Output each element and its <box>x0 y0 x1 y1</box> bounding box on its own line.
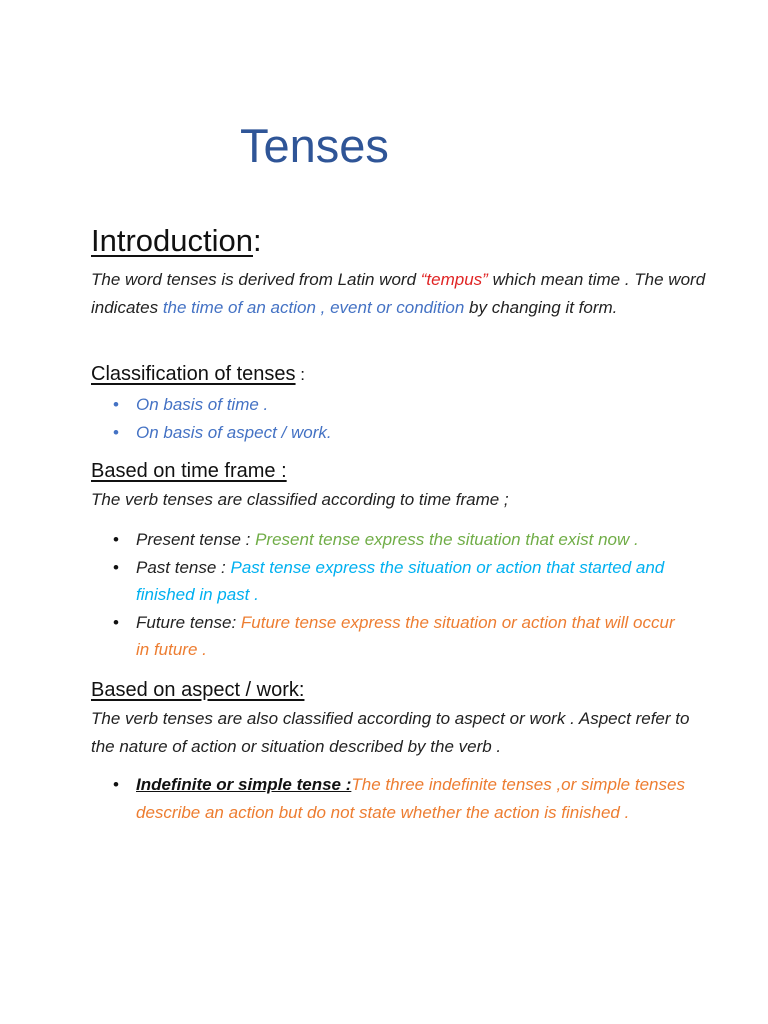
list-item <box>91 419 691 447</box>
aspect-heading-text: Based on aspect / work: <box>91 679 305 701</box>
list-item-text: The three indefinite tenses ,or simple tenses describe an action but do not state whether the action is finished . <box>136 775 685 822</box>
intro-text-5: by changing it form. <box>464 297 618 317</box>
introduction-paragraph <box>91 266 711 321</box>
time-frame-list <box>91 526 691 664</box>
introduction-heading-colon: : <box>253 223 262 258</box>
list-item-text: Future tense express the situation or action that will occur in future . <box>136 612 675 659</box>
classification-heading-text: Classification of tenses <box>91 363 296 385</box>
time-frame-paragraph: The verb tenses are classified according to time frame ; <box>91 490 509 509</box>
aspect-list <box>91 771 691 826</box>
classification-list <box>91 391 691 446</box>
classification-heading <box>91 362 305 386</box>
list-item-label: Past tense : <box>136 557 231 577</box>
introduction-heading-text: Introduction <box>91 223 253 258</box>
list-item-label: Future tense: <box>136 612 241 632</box>
aspect-heading <box>91 678 304 702</box>
intro-highlight: the time of an action , event or condition <box>162 297 465 317</box>
list-item-text: Past tense express the situation or action that started and finished in past . <box>136 557 665 604</box>
list-item <box>91 771 691 826</box>
list-item <box>91 554 691 609</box>
bullet-icon: • <box>113 530 119 549</box>
introduction-heading <box>91 222 262 259</box>
list-item-label: Present tense : <box>136 530 256 549</box>
page-title: Tenses <box>240 119 389 172</box>
list-item <box>91 609 691 664</box>
list-item <box>91 391 691 419</box>
intro-text-1: The word tenses is derived from Latin word <box>91 270 421 289</box>
bullet-icon: • <box>113 395 119 414</box>
aspect-paragraph: The verb tenses are also classified according to aspect or work . Aspect refer to the nature of action or situation described by the verb . <box>91 709 690 756</box>
list-item-label: Indefinite or simple tense : <box>136 775 352 794</box>
list-item <box>91 526 691 554</box>
bullet-icon: • <box>113 612 119 632</box>
time-frame-heading-text: Based on time frame : <box>91 460 287 482</box>
list-item-text: On basis of aspect / work. <box>136 422 332 442</box>
intro-text-3: which mean time . The word indicates <box>91 270 706 317</box>
list-item-text: On basis of time . <box>136 395 269 414</box>
intro-latin-word: “tempus” <box>420 270 488 289</box>
classification-heading-colon: : <box>295 365 305 384</box>
bullet-icon: • <box>113 422 119 442</box>
time-frame-heading <box>91 459 287 483</box>
bullet-icon: • <box>113 557 119 577</box>
list-item-text: Present tense express the situation that exist now . <box>255 530 639 549</box>
bullet-icon: • <box>113 775 119 794</box>
